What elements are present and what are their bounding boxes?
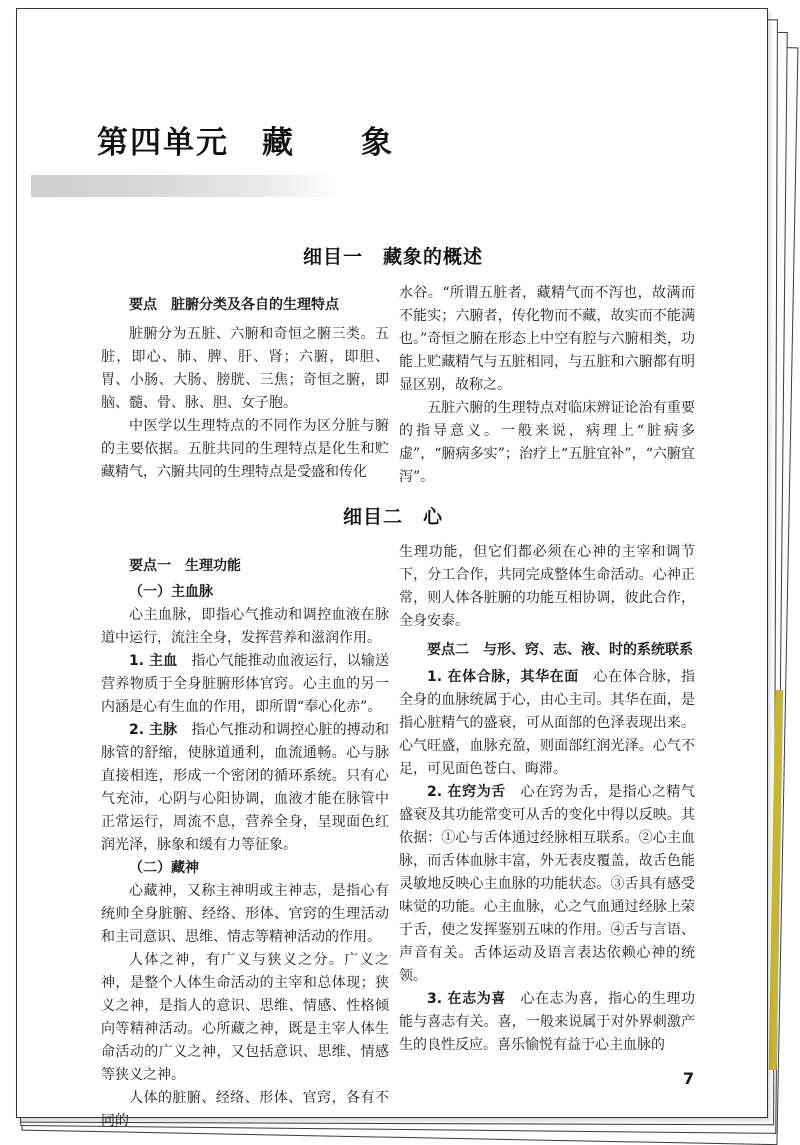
section1-paragraph-3: 水谷。“所谓五脏者，藏精气而不泻也，故满而不能实；六腑者，传化物而不藏，故实而不能满也。”奇恒之腑在形态上中空有腔与六腑相类，功能上贮藏精气与五脏相同，与五脏和六腑都有明显区别，故称之。 bbox=[399, 285, 695, 393]
section-title-2: 细目二 心 bbox=[342, 506, 443, 528]
item-lead-2: 2. 主脉 bbox=[129, 722, 178, 738]
section2-paragraph-5: 人体之神，有广义与狭义之分。广义之神，是整个人体生命活动的主宰和总体现；狭义之神，是指人的意识、思维、情感、性格倾向等精神活动。心所藏之神，既是主宰人体生命活动的广义之神，又包括意识、思维、情感等狭义之神。 bbox=[101, 952, 389, 1083]
section2-paragraph-10 bbox=[399, 988, 695, 1057]
title-gradient-band bbox=[31, 175, 341, 197]
item-lead-3: 1. 在体合脉，其华在面 bbox=[427, 669, 579, 685]
section2-paragraph-3 bbox=[101, 719, 389, 857]
section2-paragraph-4: 心藏神，又称主神明或主神志，是指心有统帅全身脏腑、经络、形体、官窍的生理活动和主司意识、思维、情志等精神活动的作用。 bbox=[101, 883, 389, 945]
section2-paragraph-2 bbox=[101, 650, 389, 719]
section2-heading-1: 要点一 生理功能 bbox=[129, 558, 241, 574]
unit-title: 第四单元 藏 象 bbox=[97, 125, 394, 161]
section2-paragraph-6: 人体的脏腑、经络、形体、官窍，各有不同的 bbox=[101, 1090, 389, 1129]
item-text-2: 指心气推动和调控心脏的搏动和脉管的舒缩，使脉道通利，血流通畅。心与脉直接相连，形成一个密闭的循环系统。只有心气充沛，心阴与心阳协调，血液才能在脉管中正常运行，周流不息，营养全身，呈现面色红润光泽，脉象和缓有力等征象。 bbox=[101, 722, 390, 853]
page-number: 7 bbox=[683, 1069, 695, 1088]
section2-right-column bbox=[399, 541, 695, 1057]
item-text-3: 心在体合脉，指全身的血脉统属于心，由心主司。其华在面，是指心脏精气的盛衰，可从面部的色泽表现出来。心气旺盛，血脉充盈，则面部红润光泽。心气不足，可见面色苍白、晦滞。 bbox=[399, 669, 696, 777]
section2-paragraph-9 bbox=[399, 781, 695, 988]
item-lead-1: 1. 主血 bbox=[129, 653, 178, 669]
section1-right-column bbox=[399, 282, 695, 489]
section1-paragraph-4: 五脏六腑的生理特点对临床辨证论治有重要的指导意义。一般来说，病理上“脏病多虚”，“腑病多实”；治疗上“五脏宜补”，“六腑宜泻”。 bbox=[399, 400, 695, 485]
section1-paragraph-1: 脏腑分为五脏、六腑和奇恒之腑三类。五脏，即心、肺、脾、肝、肾；六腑，即胆、胃、小肠、大肠、膀胱、三焦；奇恒之腑，即脑、髓、骨、脉、胆、女子胞。 bbox=[101, 326, 389, 411]
subheading-store-spirit: （二）藏神 bbox=[129, 860, 199, 876]
section2-paragraph-8 bbox=[399, 666, 695, 781]
document-page bbox=[16, 8, 768, 1129]
section2-paragraph-7: 生理功能，但它们都必须在心神的主宰和调节下，分工合作，共同完成整体生命活动。心神正常，则人体各脏腑的功能互相协调，彼此合作，全身安泰。 bbox=[399, 544, 695, 629]
section1-paragraph-2: 中医学以生理特点的不同作为区分脏与腑的主要依据。五脏共同的生理特点是化生和贮藏精气，六腑共同的生理特点是受盛和传化 bbox=[101, 418, 389, 480]
item-text-4: 心在窍为舌，是指心之精气盛衰及其功能常变可从舌的变化中得以反映。其依据：①心与舌体通过经脉相互联系。②心主血脉，而舌体血脉丰富，外无表皮覆盖，故舌色能灵敏地反映心主血脉的功能状态。③舌具有感受味觉的功能。心主血脉，心之气血通过经脉上荣于舌，使之发挥鉴别五味的作用。④舌与言语、声音有关。舌体运动及语言表达依赖心神的统领。 bbox=[399, 784, 696, 984]
item-text-5: 心在志为喜，指心的生理功能与喜志有关。喜，一般来说属于对外界刺激产生的良性反应。喜乐愉悦有益于心主血脉的 bbox=[399, 991, 696, 1053]
subheading-main-blood-vessels: （一）主血脉 bbox=[129, 584, 213, 600]
item-lead-5: 3. 在志为喜 bbox=[427, 991, 506, 1007]
item-lead-4: 2. 在窍为舌 bbox=[427, 784, 506, 800]
section1-left-column bbox=[101, 294, 389, 484]
item-text-1: 指心气能推动血液运行，以输送营养物质于全身脏腑形体官窍。心主血的另一内涵是心有生血的作用，即所谓“奉心化赤”。 bbox=[101, 653, 390, 715]
section2-paragraph-1: 心主血脉，即指心气推动和调控血液在脉道中运行，流注全身，发挥营养和滋润作用。 bbox=[101, 607, 389, 646]
section1-heading: 要点 脏腑分类及各自的生理特点 bbox=[129, 297, 339, 313]
section2-left-column bbox=[101, 555, 389, 1133]
section-title-1: 细目一 藏象的概述 bbox=[302, 246, 483, 268]
section2-heading-2: 要点二 与形、窍、志、液、时的系统联系 bbox=[427, 642, 693, 658]
